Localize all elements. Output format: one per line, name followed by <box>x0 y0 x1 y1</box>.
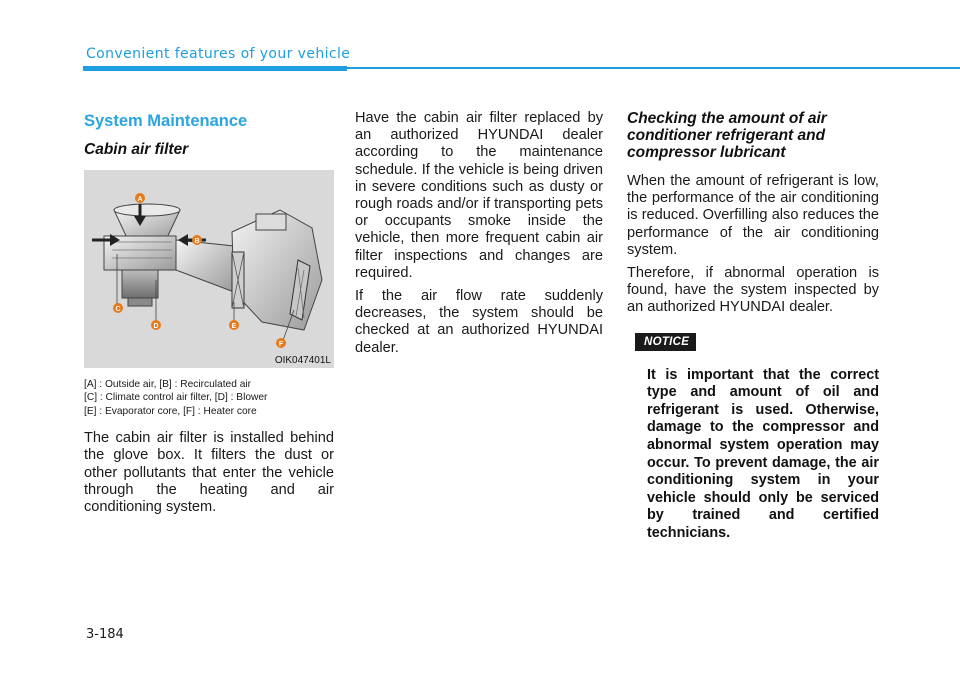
right-column <box>627 110 879 543</box>
middle-column <box>355 110 603 363</box>
figure-captions <box>84 378 334 418</box>
refrigerant-paragraph: When the amount of refrigerant is low, the performance of the air conditioning is reduced. Overfilling also reduces the performance of the air conditioning system. <box>627 173 879 258</box>
caption-line: [A] : Outside air, [B] : Recirculated air <box>84 379 252 390</box>
header-rule-thick <box>83 66 347 71</box>
marker-e <box>229 320 239 330</box>
marker-c <box>113 303 123 313</box>
running-header-title: Convenient features of your vehicle <box>86 46 351 62</box>
caption-line: [E] : Evaporator core, [F] : Heater core <box>84 405 257 417</box>
replacement-paragraph: Have the cabin air filter replaced by an authorized HYUNDAI dealer according to the maintenance schedule. If the vehicle is being driven in severe conditions such as dusty or rough roads and/or if transporting pets or occupants smoke inside the vehicle, then more frequent cabin air filter inspections and changes are required. <box>355 110 603 281</box>
notice-badge: NOTICE <box>635 333 696 351</box>
svg-text:D: D <box>153 323 159 330</box>
cabin-filter-title: Cabin air filter <box>84 141 189 158</box>
hvac-diagram-figure <box>84 170 334 368</box>
marker-d <box>151 320 161 330</box>
page-number: 3-184 <box>86 627 124 642</box>
cabin-filter-body: The cabin air filter is installed behind the glove box. It filters the dust or other pollutants that enter the vehicle through the heating and air conditioning system. <box>84 430 334 516</box>
marker-b <box>192 235 202 245</box>
caption-line: [C] : Climate control air filter, [D] : Blower <box>84 392 268 404</box>
svg-text:E: E <box>231 323 237 330</box>
inspection-paragraph: Therefore, if abnormal operation is found, have the system inspected by an authorized HYUNDAI dealer. <box>627 265 879 316</box>
svg-text:C: C <box>115 306 121 313</box>
svg-text:B: B <box>194 238 200 245</box>
section-title: System Maintenance <box>84 112 248 130</box>
svg-text:F: F <box>278 341 284 348</box>
marker-a <box>135 193 145 203</box>
refrigerant-title: Checking the amount of air conditioner refrigerant and compressor lubricant <box>627 110 827 161</box>
left-column <box>84 108 334 522</box>
marker-f <box>276 338 286 348</box>
notice-text: It is important that the correct type and amount of oil and refrigerant is used. Otherwise, damage to the compressor and abnormal system operation may occur. To prevent damage, the air conditioning system in your vehicle should only be serviced by trained and certified technicians. <box>647 366 879 541</box>
svg-text:A: A <box>137 196 143 203</box>
airflow-paragraph: If the air flow rate suddenly decreases, the system should be checked at an authorized HYUNDAI dealer. <box>355 288 603 356</box>
header-rule-thin <box>347 67 960 69</box>
figure-code: OIK047401L <box>274 355 331 366</box>
figure-marker-layer <box>84 170 334 368</box>
